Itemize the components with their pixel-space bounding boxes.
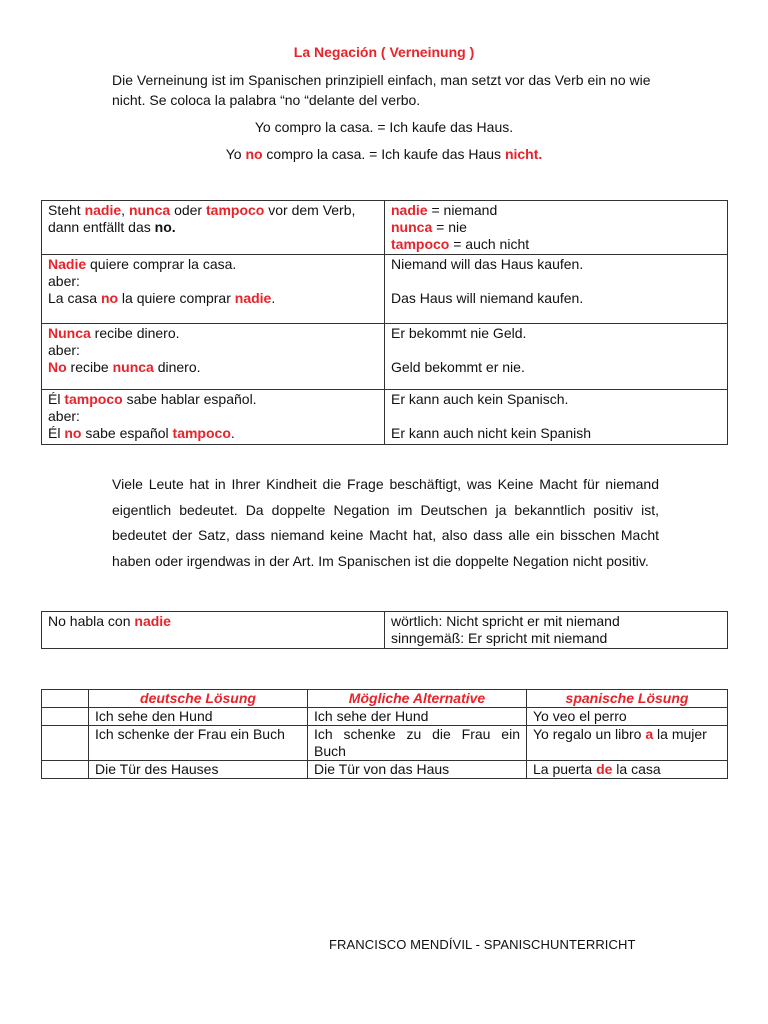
table-cell xyxy=(42,708,89,726)
table-header-row xyxy=(42,690,728,708)
table-cell: Yo veo el perro xyxy=(527,708,728,726)
double-negation-table xyxy=(41,611,728,649)
table-cell: Ich sehe der Hund xyxy=(308,708,527,726)
table-cell: Nadie quiere comprar la casa. aber: La casa no la quiere comprar nadie. xyxy=(42,255,385,324)
table-cell xyxy=(42,690,89,708)
table-cell: Niemand will das Haus kaufen. Das Haus will niemand kaufen. xyxy=(385,255,728,324)
double-negation-paragraph: Viele Leute hat in Ihrer Kindheit die Frage beschäftigt, was Keine Macht für niemand eigentlich bedeutet. Da doppelte Negation im Deutschen ja bekanntlich positiv ist, bedeutet der Satz, dass niemand keine Macht hat, also dass alle ein bisschen Macht haben oder irgendwas in der Art. Im Spanischen ist die doppelte Negation nicht positiv. xyxy=(112,476,659,569)
table-cell: Ich schenke der Frau ein Buch xyxy=(89,726,308,761)
table-cell: No habla con nadie xyxy=(42,612,385,649)
table-row xyxy=(42,390,728,445)
intro-paragraph: Die Verneinung ist im Spanischen prinzipiell einfach, man setzt vor das Verb ein no wie nicht. Se coloca la palabra “no “delante del verbo. xyxy=(112,72,651,108)
highlight-no: no xyxy=(245,146,263,162)
table-cell: Er bekommt nie Geld. Geld bekommt er nie. xyxy=(385,324,728,390)
table-cell: wörtlich: Nicht spricht er mit niemand sinngemäß: Er spricht mit niemand xyxy=(385,612,728,649)
example-sentence-affirmative: Yo compro la casa. = Ich kaufe das Haus. xyxy=(254,119,514,135)
column-header: Mögliche Alternative xyxy=(308,690,527,708)
example-text: compro la casa. = Ich kaufe das Haus xyxy=(262,146,505,162)
negation-rules-table xyxy=(41,200,728,445)
table-row xyxy=(42,726,728,761)
table-cell: Él tampoco sabe hablar español. aber: Él no sabe español tampoco. xyxy=(42,390,385,445)
translation-comparison-table xyxy=(41,689,728,779)
table-row xyxy=(42,201,728,255)
table-cell: Steht nadie, nunca oder tampoco vor dem Verb, dann entfällt das no. xyxy=(42,201,385,255)
table-cell: Er kann auch kein Spanisch. Er kann auch nicht kein Spanish xyxy=(385,390,728,445)
document-title: La Negación ( Verneinung ) xyxy=(293,44,475,60)
table-cell: Nunca recibe dinero. aber: No recibe nunca dinero. xyxy=(42,324,385,390)
table-row xyxy=(42,708,728,726)
table-cell: Ich sehe den Hund xyxy=(89,708,308,726)
table-row xyxy=(42,612,728,649)
table-cell: Die Tür von das Haus xyxy=(308,761,527,779)
table-cell: La puerta de la casa xyxy=(527,761,728,779)
column-header: spanische Lösung xyxy=(527,690,728,708)
table-row xyxy=(42,761,728,779)
table-cell: Ich schenke zu die Frau ein Buch xyxy=(308,726,527,761)
example-sentence-negative xyxy=(0,146,768,162)
table-cell: nadie = niemand nunca = nie tampoco = auch nicht xyxy=(385,201,728,255)
table-row xyxy=(42,324,728,390)
table-cell: Yo regalo un libro a la mujer xyxy=(527,726,728,761)
page-footer: FRANCISCO MENDÍVIL - SPANISCHUNTERRICHT xyxy=(329,937,636,952)
table-cell: Die Tür des Hauses xyxy=(89,761,308,779)
table-cell xyxy=(42,761,89,779)
highlight-nicht: nicht. xyxy=(504,146,543,162)
table-row xyxy=(42,255,728,324)
table-cell xyxy=(42,726,89,761)
example-text: Yo xyxy=(225,146,246,162)
column-header: deutsche Lösung xyxy=(89,690,308,708)
